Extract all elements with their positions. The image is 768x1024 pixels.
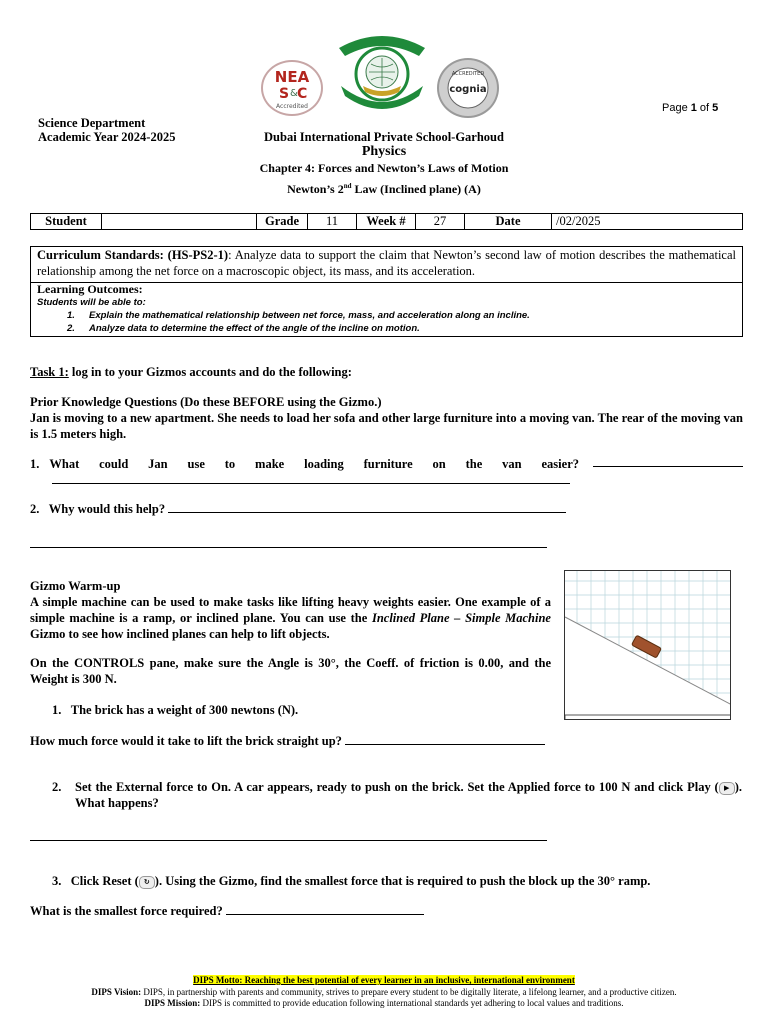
- page-number: Page 1 of 5: [662, 102, 719, 114]
- date-label: Date: [465, 214, 552, 230]
- department-name: Science Department: [38, 116, 146, 130]
- answer-line[interactable]: [345, 734, 545, 745]
- question-2: 2. Why would this help?: [30, 501, 566, 517]
- curriculum-standards: Curriculum Standards: (HS-PS2-1): Analyze data to support the claim that Newton’s second law of motion describes the mathematical relationship among the net force on a macroscopic object, its mass, and its acceleration.: [31, 247, 742, 283]
- date-field[interactable]: /02/2025: [552, 214, 743, 230]
- chapter-title: Chapter 4: Forces and Newton’s Laws of Motion: [259, 161, 509, 175]
- step-3-question: What is the smallest force required?: [30, 903, 424, 919]
- school-name: Dubai International Private School-Garhoud: [264, 130, 504, 144]
- answer-line[interactable]: [30, 537, 547, 548]
- neasc-accreditation-logo: [261, 60, 323, 116]
- step-3: 3. Click Reset ( ↻ ). Using the Gizmo, find the smallest force that is required to push the block up the 30° ramp.: [52, 874, 651, 888]
- learning-outcomes: [31, 283, 742, 336]
- footer-mission: DIPS Mission: DIPS is committed to provide education following international standards yet adhering to local values and traditions.: [144, 998, 624, 1008]
- gizmo-incline-diagram: [564, 570, 731, 720]
- subject-title: Physics: [361, 144, 407, 159]
- warmup-title: Gizmo Warm-up: [30, 579, 121, 593]
- prior-knowledge-title: Prior Knowledge Questions (Do these BEFORE using the Gizmo.): [30, 395, 382, 409]
- step-2: 2. Set the External force to On. A car appears, ready to push on the brick. Set the Applied force to 100 N and click Play ( ▶ ). What happens?: [52, 780, 742, 810]
- cognia-accreditation-logo: [437, 58, 499, 118]
- grade-value: 11: [308, 214, 357, 230]
- answer-line[interactable]: [593, 456, 743, 467]
- week-label: Week #: [357, 214, 416, 230]
- neasc-text-top: NEA: [274, 68, 310, 86]
- page-total: 5: [712, 102, 719, 114]
- outcomes-title: Learning Outcomes:: [37, 282, 143, 296]
- grade-label: Grade: [257, 214, 308, 230]
- play-icon: ▶: [719, 782, 735, 795]
- neasc-text-amp: &: [290, 88, 298, 99]
- step-1-question: How much force would it take to lift the brick straight up?: [30, 733, 545, 749]
- outcomes-subtitle: Students will be able to:: [37, 297, 146, 308]
- student-info-table: [30, 213, 743, 230]
- answer-line[interactable]: [52, 473, 570, 484]
- footer-motto: DIPS Motto: Reaching the best potential of every learner in an inclusive, international environment: [193, 975, 575, 985]
- prior-knowledge-intro: Jan is moving to a new apartment. She needs to load her sofa and other large furniture into a moving van. The rear of the moving van is 1.5 meters high.: [30, 411, 743, 441]
- warmup-paragraph-2: On the CONTROLS pane, make sure the Angle is 30°, the Coeff. of friction is 0.00, and the Weight is 300 N.: [30, 656, 551, 686]
- academic-year: Academic Year 2024-2025: [38, 130, 176, 144]
- week-value: 27: [416, 214, 465, 230]
- page-current: 1: [690, 102, 697, 114]
- standards-text: Analyze data to support the claim that Newton’s second law of motion describes the mathematical relationship among the net force on a macroscopic object, its mass, and its acceleration.: [37, 248, 736, 278]
- neasc-text-bottom: Accredited: [276, 103, 308, 110]
- neasc-text-mid: S: [279, 86, 290, 102]
- footer-vision: DIPS Vision: DIPS, in partnership with parents and community, strives to prepare every student to be digitally literate, a lifelong learner, and a productive citizen.: [91, 987, 677, 997]
- neasc-text-c: C: [297, 86, 308, 102]
- outcome-item: 2. Analyze data to determine the effect of the angle of the incline on motion.: [67, 323, 420, 334]
- outcome-item: 1. Explain the mathematical relationship between net force, mass, and acceleration along an incline.: [67, 310, 530, 321]
- answer-line[interactable]: [168, 502, 566, 513]
- answer-line[interactable]: [30, 830, 547, 841]
- student-label: Student: [31, 214, 102, 230]
- answer-line[interactable]: [226, 904, 424, 915]
- step-1: 1. The brick has a weight of 300 newtons (N).: [52, 703, 299, 717]
- question-1: 1. What could Jan use to make loading furniture on the van easier?: [30, 456, 743, 488]
- school-crest-logo: [333, 26, 431, 114]
- standards-box: [30, 246, 743, 337]
- task1-heading: Task 1: log in to your Gizmos accounts and do the following:: [30, 365, 352, 379]
- lesson-title: Newton’s 2nd Law (Inclined plane) (A): [287, 182, 481, 196]
- cognia-text-top: ACCREDITED: [451, 71, 485, 77]
- student-field[interactable]: [102, 214, 257, 230]
- warmup-paragraph-1: A simple machine can be used to make tasks like lifting heavy weights easier. One example of a simple machine is a ramp, or inclined plane. You can use the Inclined Plane – Simple Machine Gizmo to see how inclined planes can help to lift objects.: [30, 595, 551, 641]
- cognia-text-main: cognia: [449, 84, 487, 95]
- reset-icon: ↻: [139, 876, 155, 889]
